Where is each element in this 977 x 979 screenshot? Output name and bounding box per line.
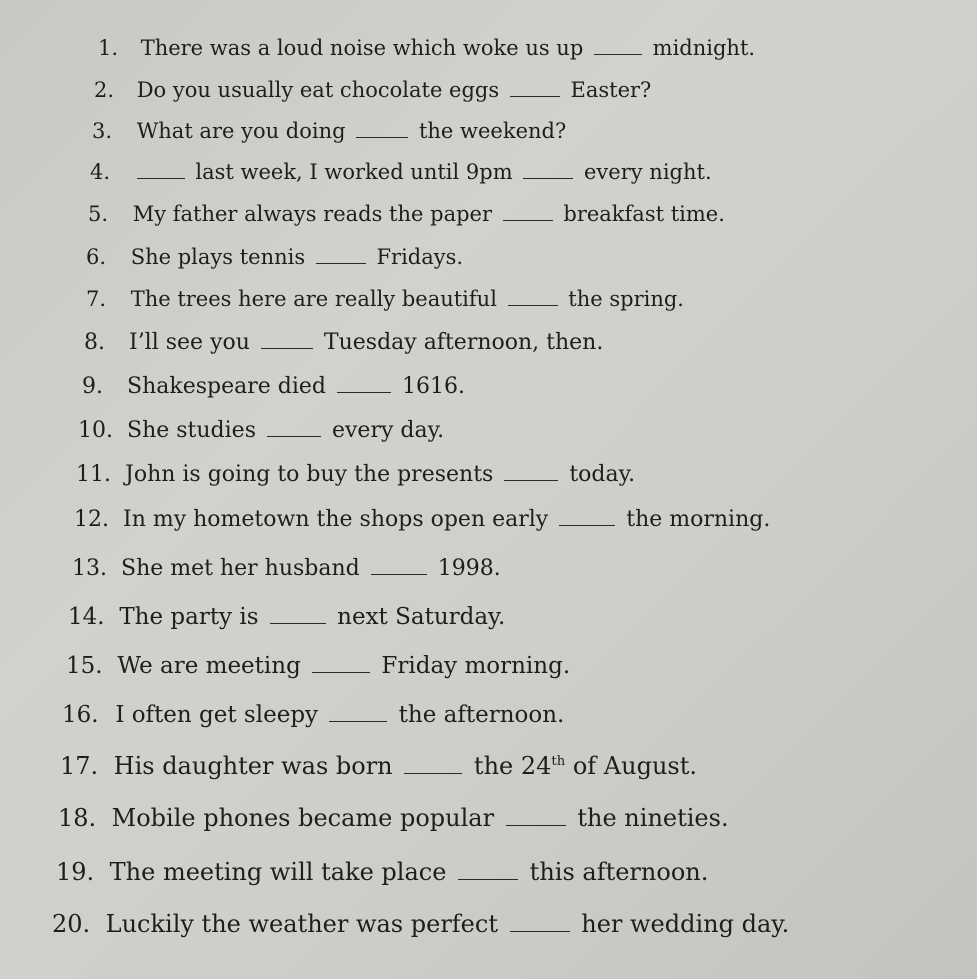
item-number: 9.	[82, 374, 103, 399]
item-text: His daughter was born	[113, 752, 393, 780]
item-text: What are you doing	[136, 119, 346, 143]
answer-blank[interactable]	[316, 259, 366, 264]
item-text: The meeting will take place	[109, 858, 447, 886]
item-number: 16.	[62, 702, 99, 728]
list-item	[90, 162, 712, 183]
answer-blank[interactable]	[594, 50, 642, 55]
item-text: the morning.	[626, 507, 771, 532]
item-number: 6.	[86, 245, 107, 269]
item-number: 8.	[84, 330, 105, 355]
answer-blank[interactable]	[371, 570, 427, 575]
item-number: 13.	[72, 556, 107, 581]
answer-blank[interactable]	[458, 874, 518, 880]
list-item	[84, 332, 603, 354]
item-text: every night.	[584, 160, 712, 184]
item-text: the spring.	[568, 287, 684, 311]
answer-blank[interactable]	[329, 716, 387, 722]
item-text: of August.	[565, 752, 697, 780]
item-text: midnight.	[652, 36, 756, 60]
item-text: Luckily the weather was perfect	[105, 910, 498, 938]
item-number: 2.	[94, 78, 115, 102]
answer-blank[interactable]	[267, 432, 321, 437]
list-item	[58, 806, 729, 830]
item-text: In my hometown the shops open early	[123, 507, 549, 532]
answer-blank[interactable]	[356, 133, 408, 138]
item-text: Friday morning.	[381, 653, 571, 679]
list-item	[66, 655, 570, 678]
item-number: 1.	[98, 36, 119, 60]
item-text: She met her husband	[121, 556, 360, 581]
item-number: 5.	[88, 202, 109, 226]
item-number: 15.	[66, 653, 103, 679]
answer-blank[interactable]	[506, 820, 566, 826]
list-item	[86, 247, 463, 268]
answer-blank[interactable]	[508, 301, 558, 306]
item-text: today.	[569, 462, 636, 487]
answer-blank[interactable]	[503, 216, 553, 221]
item-number: 11.	[76, 462, 111, 487]
list-item	[52, 912, 789, 936]
list-item	[94, 80, 651, 101]
list-item	[62, 704, 564, 727]
item-text: the afternoon.	[398, 702, 565, 728]
answer-blank[interactable]	[510, 926, 570, 932]
item-number: 7.	[86, 287, 107, 311]
list-item	[82, 376, 465, 398]
item-text: I often get sleepy	[115, 702, 319, 728]
item-text: Easter?	[570, 78, 652, 102]
item-number: 14.	[68, 604, 105, 630]
item-text: Tuesday afternoon, then.	[323, 330, 604, 355]
list-item	[56, 860, 708, 884]
item-text: Mobile phones became popular	[111, 804, 495, 832]
answer-blank[interactable]	[559, 521, 615, 526]
item-text: There was a loud noise which woke us up	[140, 36, 584, 60]
item-text: the nineties.	[577, 804, 729, 832]
item-text: the 24	[473, 752, 552, 780]
item-number: 20.	[52, 910, 91, 938]
item-text: her wedding day.	[581, 910, 790, 938]
list-item	[86, 289, 684, 310]
ordinal-suffix: th	[551, 754, 566, 769]
item-text: last week, I worked until 9pm	[195, 160, 513, 184]
answer-blank[interactable]	[337, 388, 391, 393]
list-item	[92, 121, 566, 142]
item-number: 19.	[56, 858, 95, 886]
item-text: Do you usually eat chocolate eggs	[136, 78, 500, 102]
item-text: She plays tennis	[130, 245, 306, 269]
item-number: 18.	[58, 804, 97, 832]
item-number: 17.	[60, 752, 99, 780]
item-number: 3.	[92, 119, 113, 143]
item-number: 4.	[90, 160, 111, 184]
list-item	[60, 754, 697, 778]
answer-blank[interactable]	[523, 174, 573, 179]
list-item	[74, 509, 770, 531]
answer-blank[interactable]	[312, 667, 370, 673]
list-item	[98, 38, 755, 59]
item-text: My father always reads the paper	[132, 202, 492, 226]
item-text: 1998.	[437, 556, 501, 581]
item-text: the weekend?	[418, 119, 567, 143]
list-item	[76, 464, 635, 486]
answer-blank[interactable]	[504, 476, 558, 481]
item-text: John is going to buy the presents	[125, 462, 494, 487]
item-text: Shakespeare died	[127, 374, 326, 399]
item-number: 12.	[74, 507, 109, 532]
item-text: next Saturday.	[337, 604, 506, 630]
item-text: I’ll see you	[129, 330, 250, 355]
item-text: every day.	[331, 418, 445, 443]
item-text: She studies	[127, 418, 256, 443]
list-item	[72, 558, 501, 580]
item-text: Fridays.	[376, 245, 464, 269]
list-item	[68, 606, 505, 629]
list-item	[78, 420, 444, 442]
item-text: The trees here are really beautiful	[130, 287, 497, 311]
item-text: We are meeting	[117, 653, 301, 679]
item-text: 1616.	[401, 374, 465, 399]
item-text: The party is	[119, 604, 259, 630]
list-item	[88, 204, 725, 225]
answer-blank[interactable]	[404, 768, 462, 774]
answer-blank[interactable]	[270, 618, 326, 624]
item-text: breakfast time.	[563, 202, 725, 226]
answer-blank[interactable]	[137, 174, 185, 179]
answer-blank[interactable]	[261, 344, 313, 349]
item-text: this afternoon.	[529, 858, 709, 886]
answer-blank[interactable]	[510, 92, 560, 97]
item-number: 10.	[78, 418, 113, 443]
